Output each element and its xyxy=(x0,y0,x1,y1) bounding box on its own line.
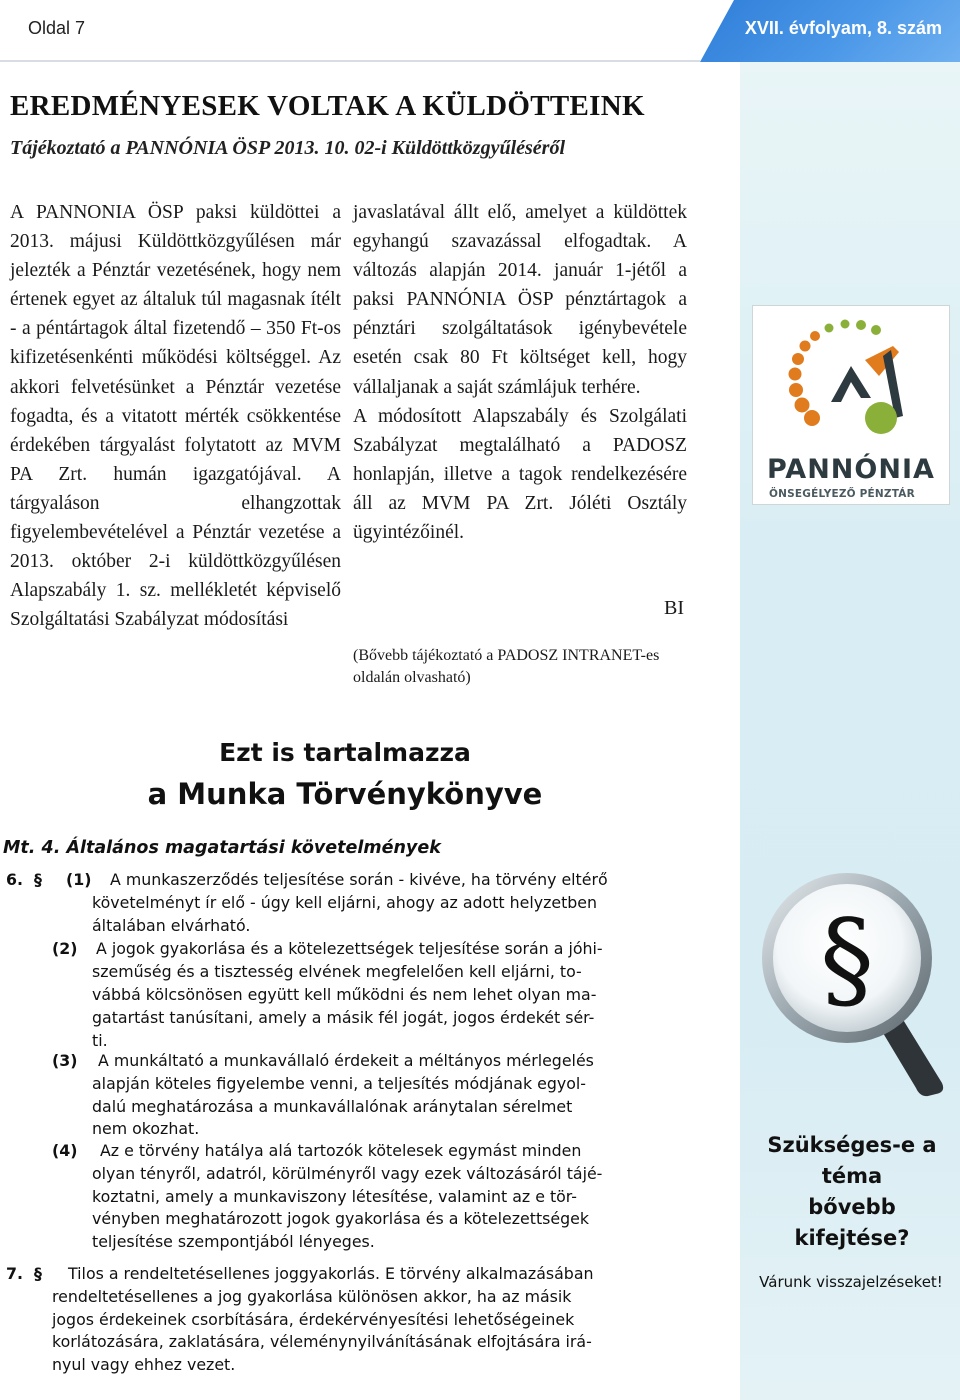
section-7-number: 7. xyxy=(6,1264,23,1283)
question-line: téma xyxy=(821,1164,883,1188)
paragraph-4-line: vényben meghatározott jogok gyakorlása és a kötelezettségek xyxy=(92,1209,589,1228)
paragraph-2-line: ti. xyxy=(92,1031,108,1050)
svg-text:§: § xyxy=(820,897,874,1022)
paragraph-3-line: alapján köteles figyelembe venni, a teljesítés módjának egyol- xyxy=(92,1074,586,1093)
paragraph-1-line: általában elvárható. xyxy=(92,916,251,935)
law-heading-2: a Munka Törvénykönyve xyxy=(147,777,543,811)
article-title: EREDMÉNYESEK VOLTAK A KÜLDÖTTEINK xyxy=(10,90,645,122)
paragraph-4-line: olyan tényről, adatról, körülményről vagy ezek változásáról tájé- xyxy=(92,1164,603,1183)
paragraph-1-line: A munkaszerződés teljesítése során - kivéve, ha törvény eltérő xyxy=(110,870,608,889)
paragraph-4-line: Az e törvény hatálya alá tartozók kötelesek egymást minden xyxy=(100,1141,582,1160)
law-section-head: Mt. 4. Általános magatartási követelmények xyxy=(3,838,441,858)
paragraph-3-line: A munkáltató a munkavállaló érdekeit a méltányos mérlegelés xyxy=(98,1051,594,1070)
paragraph-3-line: nem okozhat. xyxy=(92,1119,200,1138)
issue-label: XVII. évfolyam, 8. szám xyxy=(744,18,942,38)
header-rule xyxy=(0,60,700,62)
section-7-line: korlátozására, zaklatására, véleménynyilvánításának elfojtására irá- xyxy=(52,1332,592,1351)
paragraph-3-line: dalú meghatározása a munkavállalónak aránytalan sérelmet xyxy=(92,1097,573,1116)
section-7-line: jogos érdekeinek csorbítására, érdekérvényesítési lehetőségeinek xyxy=(52,1310,575,1329)
paragraph-2-line: szeműség és a tisztesség elvének megfelelően kell eljárni, to- xyxy=(92,962,582,981)
article-note: (Bővebb tájékoztató a PADOSZ INTRANET-es oldalán olvasható) xyxy=(353,647,660,686)
question-line: kifejtése? xyxy=(794,1226,910,1250)
paragraph-2-line: vábbá kölcsönösen együtt kell működni és nem lehet olyan ma- xyxy=(92,985,597,1004)
article-signature: BI xyxy=(664,597,684,619)
section-6-number: 6. xyxy=(6,870,23,889)
paragraph-1-number: (1) xyxy=(66,870,92,889)
page-number: Oldal 7 xyxy=(28,18,86,38)
paragraph-2-line: gatartást tanúsítani, amely a másik fél jogát, jogos érdekét sér- xyxy=(92,1008,595,1027)
article-paragraph: A PANNONIA ÖSP paksi küldöttei a 2013. májusi Küldöttközgyűlésen már jelezték a Pénztár vezetésének, hogy nem értenek egyet az általuk túl magasnak ítélt - a péntártagok által fizetendő – 350 Ft-os kifizetésenkénti működési költséggel. Az akkori felvetésünket a Pénztár vezetése fogadta, és a vitatott mérték csökkentése érdekében tárgyalást folytatott az MVM PA Zrt. humán igazgatójával. A tárgyaláson elhangzottak figyelembevételével a Pénztár vezetése a 2013. október 2-i küldöttközgyűlésen Alapszabály 1. sz. mellékletét képviselő Szolgáltatási Szabályzat módosítási xyxy=(10,202,341,631)
section-7-line: Tilos a rendeltetésellenes joggyakorlás. E törvény alkalmazásában xyxy=(68,1264,594,1283)
section-symbol-icon: § xyxy=(34,1264,42,1283)
paragraph-3-number: (3) xyxy=(52,1051,78,1070)
paragraph-4-line: koztatni, amely a munkaviszony létesítése, valamint az e tör- xyxy=(92,1187,577,1206)
section-7-line: nyul vagy ehhez vezet. xyxy=(52,1355,236,1374)
article-subtitle: Tájékoztató a PANNÓNIA ÖSP 2013. 10. 02-i Küldöttközgyűléséről xyxy=(10,137,566,159)
question-line: Szükséges-e a xyxy=(767,1133,937,1157)
paragraph-2-number: (2) xyxy=(52,939,78,958)
paragraph-4-number: (4) xyxy=(52,1141,78,1160)
section-7-line: rendeltetésellenes a jog gyakorlása különösen akkor, ha az másik xyxy=(52,1287,572,1306)
logo-wordmark: PANNÓNIA xyxy=(767,454,935,485)
question-line: bővebb xyxy=(808,1195,896,1219)
article-paragraph: A módosított Alapszabály és Szolgálati Szabályzat megtalálható a PADOSZ honlapján, illetve a tagok rendelkezésére áll az MVM PA Zrt. Jóléti Osztály ügyintézőinél. xyxy=(353,405,687,544)
article-right-column xyxy=(353,198,687,547)
paragraph-1-line: követelményt ír elő - úgy kell eljárni, ahogy az adott helyzetben xyxy=(92,893,598,912)
sidebar-question xyxy=(752,1130,952,1254)
sidebar-thanks: Várunk visszajelzéseket! xyxy=(759,1273,943,1291)
logo-subtitle: ÖNSEGÉLYEZŐ PÉNZTÁR xyxy=(769,488,915,500)
paragraph-4-line: teljesítése szempontjából lényeges. xyxy=(92,1232,375,1251)
article-paragraph: javaslatával állt elő, amelyet a küldöttek egyhangú szavazással elfogadtak. A változás alapján 2014. január 1-jétől a paksi PANNÓNIA ÖSP pénztártagok a pénztári szolgáltatások igénybevétele esetén csak 80 Ft költséget kell, hogy vállaljanak a saját számlájuk terhére. xyxy=(353,202,687,398)
pannonia-logo xyxy=(752,305,950,505)
law-heading-1: Ezt is tartalmazza xyxy=(219,738,471,767)
header-tab xyxy=(700,0,960,62)
magnifier-paragraph-icon xyxy=(752,868,952,1098)
section-symbol-icon: § xyxy=(34,870,42,889)
article-left-column xyxy=(10,198,341,634)
paragraph-2-line: A jogok gyakorlása és a kötelezettségek teljesítése során a jóhi- xyxy=(96,939,603,958)
